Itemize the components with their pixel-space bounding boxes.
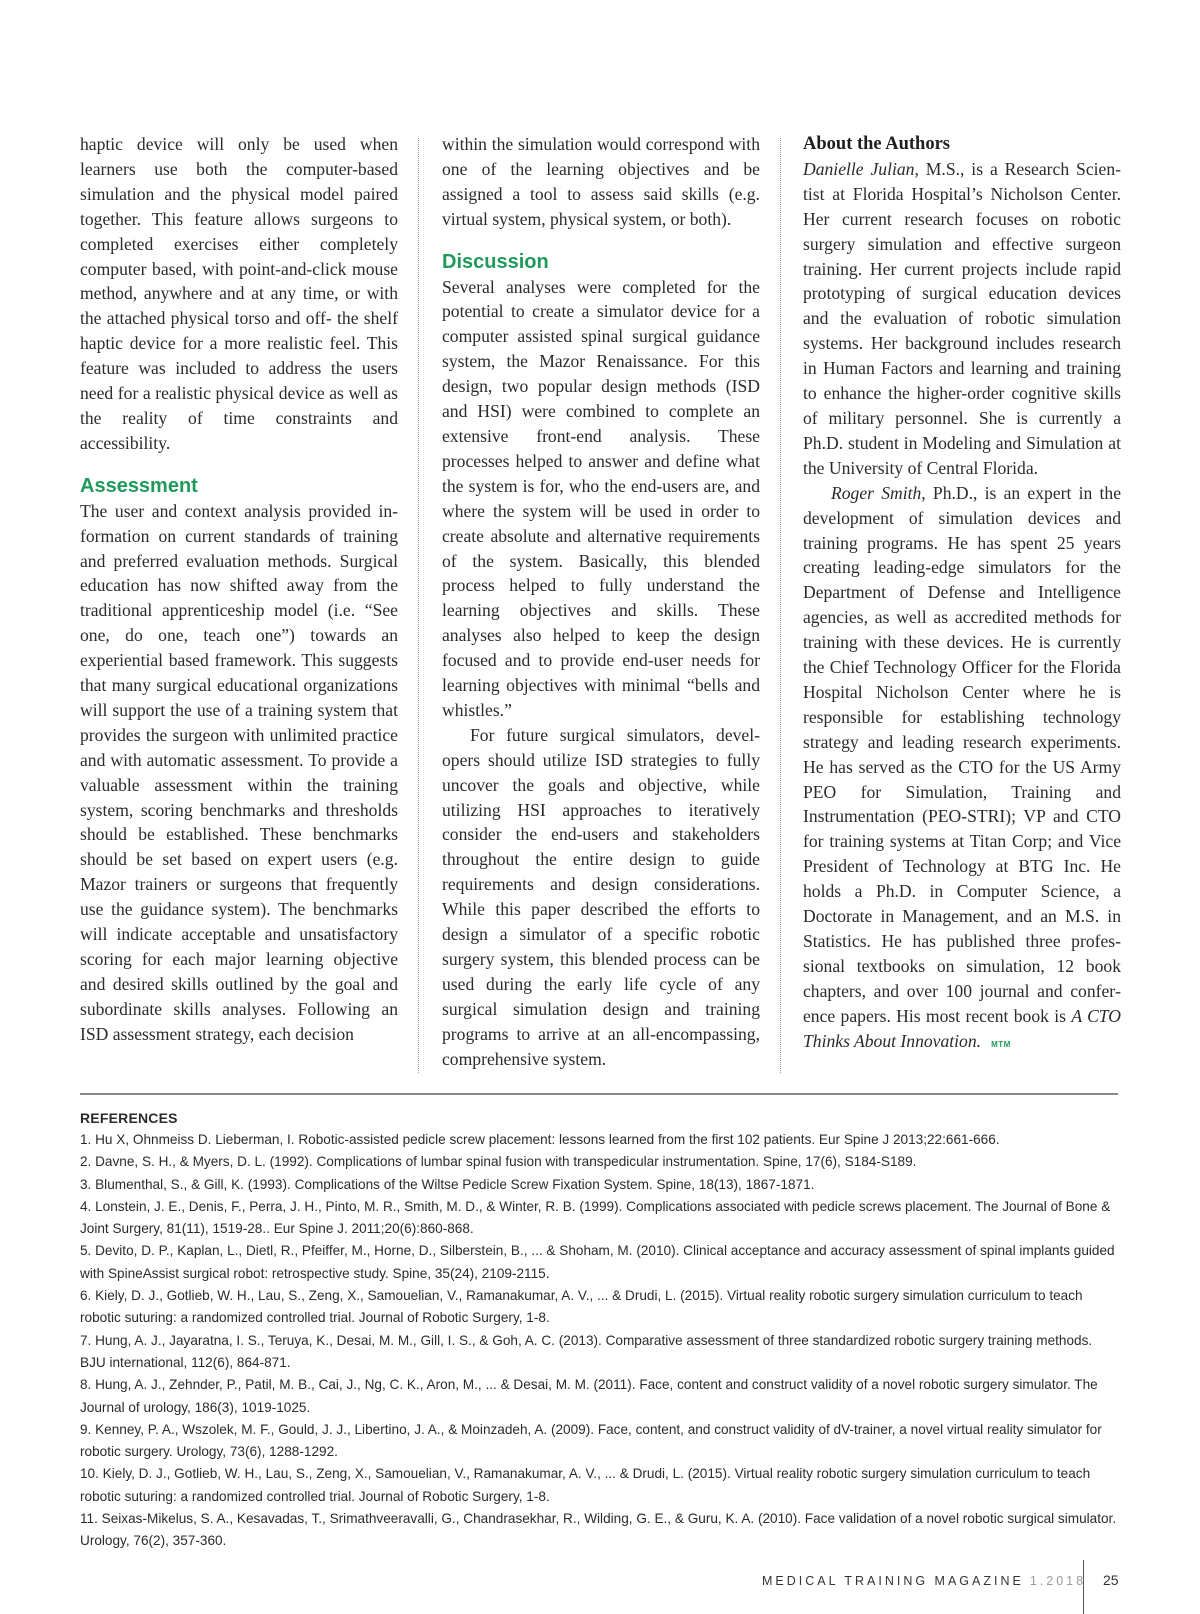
references-divider [80,1093,1118,1095]
article-column-1 [80,132,398,1047]
references-title: REFERENCES [80,1110,178,1126]
reference-item: 4. Lonstein, J. E., Denis, F., Perra, J. H., Pinto, M. R., Smith, M. D., & Winter, R. B. (1999). Complications associated with pedicle screws placement. The Journal of Bone & Joint Surgery, 81(11), 1519-28.. Eur Spine J. 2011;20(6):860-868. [80,1198,1111,1237]
paragraph-haptic-device: haptic device will only be used when learners use both the computer-based simulation and the physical model paired together. This feature allows surgeons to completed exercises either completely computer based, with point-and-click mouse method, anywhere and at any time, or with the attached physical torso and off- the shelf haptic device for a more realistic feel. This feature was included to address the users need for a realistic physical device as well as the reality of time constraints and accessibility. [80,134,398,453]
author-name-julian: Danielle Julian, [803,158,919,179]
reference-item: 3. Blumenthal, S., & Gill, K. (1993). Complications of the Wiltse Pedicle Screw Fixation System. Spine, 18(13), 1867-1871. [80,1176,815,1192]
section-heading-about-authors: About the Authors [803,134,950,154]
author-bio-julian [803,157,1121,481]
reference-item: 5. Devito, D. P., Kaplan, L., Dietl, R., Pfeiffer, M., Horne, D., Silberstein, B., ... & Shoham, M. (2010). Clinical acceptance and accuracy assessment of spinal implants guided with SpineAssist surgical robot: retrospective study. Spine, 35(24), 2109-2115. [80,1243,1115,1281]
article-column-2 [442,132,760,1072]
reference-item: 6. Kiely, D. J., Gotlieb, W. H., Lau, S., Zeng, X., Samouelian, V., Ramanakumar, A. V., ... & Drudi, L. (2015). Virtual reality robotic surgery simulation curriculum to teach robotic suturing: a randomized controlled trial. Journal of Robotic Surgery, 1-8. [80,1288,1083,1326]
column-divider [418,138,419,1073]
section-heading-discussion: Discussion [442,250,549,273]
author-bio-julian-text: M.S., is a Research Scientist at Florida Hospital’s Nicholson Center. Her current research focuses on robotic surgery simulation and effective surgeon training. Her current projects include rapid prototyping of surgical education devices and the evaluation of robotic simulation systems. Her background includes research in Human Factors and learning and training to enhance the higher-order cognitive skills of military personnel. She is currently a Ph.D. student in Modeling and Simulation at the University of Central Florida. [803,158,1121,478]
article-column-3 [803,132,1121,1058]
reference-item: 2. Davne, S. H., & Myers, D. L. (1992). Complications of lumbar spinal fusion with transpedicular instrumentation. Spine, 17(6), S184-S189. [80,1154,917,1170]
reference-item: 8. Hung, A. J., Zehnder, P., Patil, M. B., Cai, J., Ng, C. K., Aron, M., ... & Desai, M. M. (2011). Face, content and construct validity of a novel robotic surgery simulator. The Journal of urology, 186(3), 1019-1025. [80,1377,1098,1415]
reference-item: 11. Seixas-Mikelus, S. A., Kesavadas, T., Srimathveeravalli, G., Chandrasekhar, R., Wilding, G. E., & Guru, K. A. (2010). Face validation of a novel robotic surgical simulator. Urology, 76(2), 357-360. [80,1511,1117,1549]
reference-item: 1. Hu X, Ohnmeiss D. Lieberman, I. Robotic-assisted pedicle screw placement: lessons learned from the first 102 patients. Eur Spine J 2013;22:661-666. [80,1132,1000,1147]
reference-item: 7. Hung, A. J., Jayaratna, I. S., Teruya, K., Desai, M. M., Gill, I. S., & Goh, A. C. (2013). Comparative assessment of three standardized robotic surgery training methods. BJU international, 112(6), 864-871. [80,1332,1093,1370]
book-title: A CTO Thinks About Innovation. [803,1005,1121,1051]
paragraph-assessment: The user and context analysis provided information on current standards of training and preferred evaluation methods. Surgical education has now shifted away from the traditional apprenticeship model (i.e. “See one, do one, teach one”) towards an experiential based framework. This suggests that many surgical educational organizations will support the use of a training system that provides the surgeon with unlimited practice and with automatic assessment. To provide a valuable assessment within the training system, scoring benchmarks and thresholds should be established. These benchmarks should be set based on expert users (e.g. Mazor trainers or surgeons that frequently use the guidance system). The benchmarks will indicate acceptable and unsatisfactory scoring for each major learning objective and desired skills outlined by the goal and subordinate skills analyses. Following an ISD assessment strategy, each decision [80,500,398,1044]
section-heading-assessment: Assessment [80,474,198,497]
page-number: 25 [1103,1572,1119,1588]
paragraph-discussion: Several analyses were completed for the potential to create a simulator device for a computer assisted spinal surgical guidance system, the Mazor Renaissance. For this design, two popular design methods (ISD and HSI) were combined to complete an extensive front-end analysis. These processes helped to answer and define what the system is for, who the end-users are, and where the system will be used in order to create absolute and alternative requirements of the system. Basically, this blended process helped to fully understand the learning objectives and skills. These analyses also helped to keep the design focused and to provide end-user needs for learning objectives with minimal “bells and whistles.” [442,276,760,720]
references-section [80,1107,1120,1553]
paragraph-future-simulators: For future surgical simulators, developers should utilize ISD strategies to fully uncover the goals and objective, while utilizing HSI approaches to iteratively consider the end-users and stakeholders throughout the entire design to guide requirements and design considerations. While this paper described the efforts to design a simulator of a specific robotic surgery system, this blended process can be used during the early life cycle of any surgical simulation design and training programs to arrive at an all-encompassing, comprehensive system. [442,724,760,1069]
end-mark: MTM [991,1039,1011,1049]
author-name-smith: Roger Smith, [831,482,926,503]
reference-item: 10. Kiely, D. J., Gotlieb, W. H., Lau, S., Zeng, X., Samouelian, V., Ramanakumar, A. V., ... & Drudi, L. (2015). Virtual reality robotic surgery simulation curriculum to teach robotic suturing: a randomized controlled trial. Journal of Robotic Surgery, 1-8. [80,1466,1091,1504]
references-list [80,1129,1120,1553]
footer-magazine-name [762,1574,1086,1588]
magazine-title: MEDICAL TRAINING MAGAZINE [762,1574,1024,1588]
column-divider [780,138,781,1073]
reference-item: 9. Kenney, P. A., Wszolek, M. F., Gould, J. J., Libertino, J. A., & Moinzadeh, A. (2009). Face, content, and construct validity of dV-trainer, a novel virtual reality simulator for robotic surgery. Urology, 73(6), 1288-1292. [80,1421,1102,1460]
author-bio-smith-text: Ph.D., is an expert in the development of simulation devices and training programs. He has spent 25 years creating leading-edge simulators for the Department of Defense and Intelligence agencies, as well as accredited methods for training with these devices. He is currently the Chief Technology Officer for the Florida Hospital Nicholson Center where he is responsible for establishing technology strategy and leading research experiments. He has served as the CTO for the US Army PEO for Simulation, Training and Instrumentation (PEO-STRI); VP and CTO for training systems at Titan Corp; and Vice President of Technology at BTG Inc. He holds a Ph.D. in Computer Science, a Doctorate in Management, and an M.S. in Statistics. He has published three professional textbooks on simulation, 12 book chapters, and over 100 journal and conference papers. His most recent book is [803,482,1121,1026]
paragraph-simulation-objectives: within the simulation would correspond with one of the learning objectives and be assigned a tool to assess said skills (e.g. virtual system, physical system, or both). [442,134,760,229]
issue-number: 1.2018 [1029,1574,1087,1588]
author-bio-smith [803,481,1121,1058]
footer-divider [1083,1560,1084,1614]
